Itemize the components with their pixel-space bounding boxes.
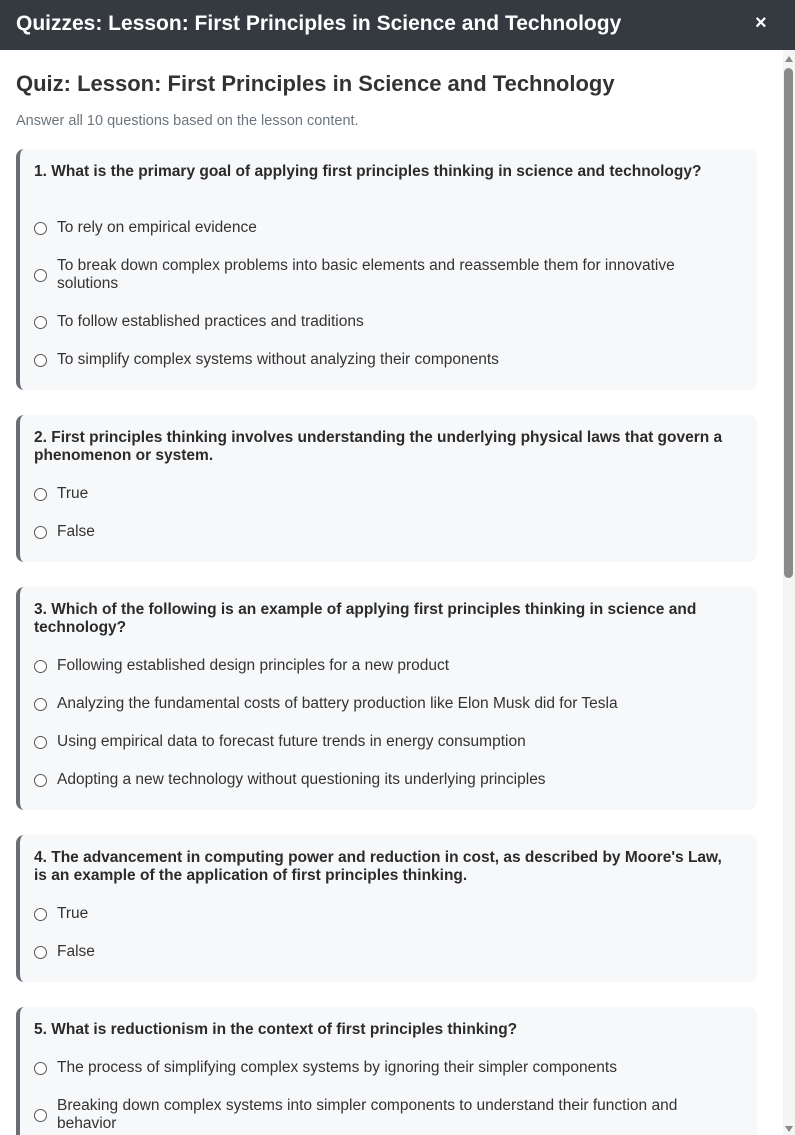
quiz-instructions: Answer all 10 questions based on the lesson content.	[16, 113, 359, 129]
window-title: Quizzes: Lesson: First Principles in Science and Technology	[16, 12, 622, 35]
radio-button[interactable]	[34, 946, 47, 959]
radio-button[interactable]	[34, 269, 47, 282]
answer-option[interactable]	[34, 523, 724, 541]
question-card-3	[16, 587, 757, 810]
window-titlebar	[0, 0, 795, 50]
option-label: The process of simplifying complex systems by ignoring their simpler components	[57, 1059, 617, 1076]
answer-option[interactable]	[34, 351, 724, 369]
option-label: Breaking down complex systems into simpler components to understand their function and behavior	[57, 1097, 678, 1132]
radio-button[interactable]	[34, 736, 47, 749]
question-card-1	[16, 149, 757, 390]
answer-option[interactable]	[34, 1059, 724, 1077]
radio-button[interactable]	[34, 698, 47, 711]
answer-option[interactable]	[34, 257, 724, 293]
radio-button[interactable]	[34, 660, 47, 673]
radio-button[interactable]	[34, 354, 47, 367]
radio-button[interactable]	[34, 908, 47, 921]
option-label: True	[57, 905, 89, 922]
option-label: To break down complex problems into basic elements and reassemble them for innovative solutions	[57, 257, 675, 292]
answer-option[interactable]	[34, 313, 724, 331]
option-label: True	[57, 485, 89, 502]
option-label: Following established design principles for a new product	[57, 657, 450, 674]
question-text: 1. What is the primary goal of applying first principles thinking in science and technology?	[34, 163, 702, 180]
answer-option[interactable]	[34, 1097, 724, 1133]
radio-button[interactable]	[34, 488, 47, 501]
quiz-title: Quiz: Lesson: First Principles in Science and Technology	[16, 71, 615, 96]
vertical-scrollbar[interactable]	[783, 50, 795, 1135]
option-label: To simplify complex systems without analyzing their components	[57, 351, 499, 368]
question-text: 2. First principles thinking involves understanding the underlying physical laws that govern a phenomenon or system.	[34, 429, 723, 464]
quiz-content	[0, 50, 783, 1135]
option-label: False	[57, 943, 95, 960]
answer-option[interactable]	[34, 219, 724, 237]
option-label: Analyzing the fundamental costs of battery production like Elon Musk did for Tesla	[57, 695, 618, 712]
option-label: Adopting a new technology without questioning its underlying principles	[57, 771, 546, 788]
answer-option[interactable]	[34, 771, 724, 789]
question-text: 4. The advancement in computing power and reduction in cost, as described by Moore's Law, is an example of the application of first principles thinking.	[34, 849, 722, 884]
question-text: 5. What is reductionism in the context of first principles thinking?	[34, 1021, 518, 1038]
option-label: To rely on empirical evidence	[57, 219, 257, 236]
answer-option[interactable]	[34, 943, 724, 961]
question-card-2	[16, 415, 757, 562]
radio-button[interactable]	[34, 1109, 47, 1122]
question-card-5	[16, 1007, 757, 1135]
radio-button[interactable]	[34, 316, 47, 329]
scroll-down-arrow-icon[interactable]	[785, 1126, 793, 1132]
radio-button[interactable]	[34, 222, 47, 235]
scroll-up-arrow-icon[interactable]	[785, 56, 793, 62]
answer-option[interactable]	[34, 695, 724, 713]
answer-option[interactable]	[34, 485, 724, 503]
close-icon[interactable]: ×	[755, 12, 767, 34]
answer-option[interactable]	[34, 905, 724, 923]
option-label: Using empirical data to forecast future trends in energy consumption	[57, 733, 526, 750]
answer-option[interactable]	[34, 657, 724, 675]
radio-button[interactable]	[34, 1062, 47, 1075]
option-label: To follow established practices and traditions	[57, 313, 364, 330]
scrollbar-thumb[interactable]	[784, 68, 793, 578]
option-label: False	[57, 523, 95, 540]
radio-button[interactable]	[34, 526, 47, 539]
question-card-4	[16, 835, 757, 982]
radio-button[interactable]	[34, 774, 47, 787]
question-text: 3. Which of the following is an example of applying first principles thinking in science and technology?	[34, 601, 697, 636]
answer-option[interactable]	[34, 733, 724, 751]
